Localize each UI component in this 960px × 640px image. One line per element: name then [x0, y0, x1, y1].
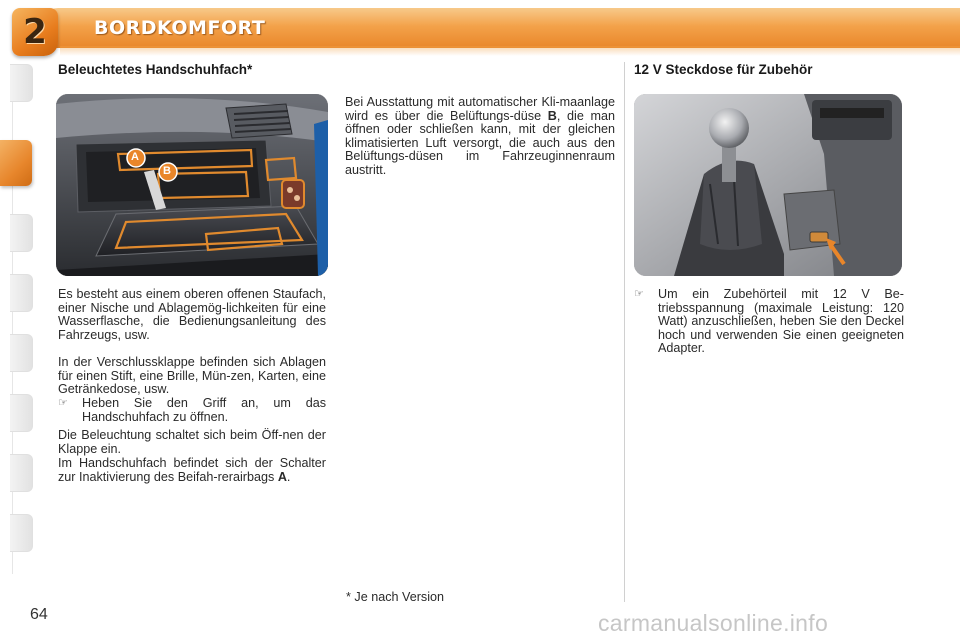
footnote: * Je nach Version: [346, 590, 445, 604]
page-number: 64: [30, 606, 48, 623]
side-tab-6[interactable]: [10, 394, 33, 432]
header-fade: [60, 46, 960, 56]
glovebox-paragraph-3: Die Beleuchtung schaltet sich beim Öff-nen der Klappe ein.: [58, 428, 326, 456]
column-divider: [624, 62, 625, 602]
glovebox-paragraph-4-text: Im Handschuhfach befindet sich der Schalter zur Inaktivierung des Beifah-rerairbags: [58, 456, 326, 484]
side-tab-3[interactable]: [10, 214, 33, 252]
side-tab-nav: [0, 64, 34, 576]
glovebox-photo: [56, 94, 328, 276]
chapter-title: BORDKOMFORT: [94, 17, 266, 39]
side-tab-1[interactable]: [10, 64, 33, 102]
pointing-hand-icon: ☞: [58, 397, 68, 409]
glovebox-instruction: [58, 397, 326, 424]
pointing-hand-icon: ☞: [634, 288, 644, 300]
side-tab-4[interactable]: [10, 274, 33, 312]
glovebox-paragraph-4: [58, 457, 326, 484]
socket-illustration: [634, 94, 902, 276]
glovebox-heading: Beleuchtetes Handschuhfach*: [58, 62, 253, 77]
ventilation-text: Bei Ausstattung mit automatischer Kli-maanlage wird es über die Belüftungs-düse: [345, 95, 615, 123]
glovebox-illustration: [56, 94, 328, 276]
airbag-switch-ref: A: [277, 469, 287, 484]
callout-a: A: [131, 151, 139, 163]
glovebox-paragraph-2: In der Verschlussklappe befinden sich Ablagen für einen Stift, eine Brille, Mün-zen, Karten, eine Getränkedose, usw.: [58, 355, 326, 397]
ventilation-paragraph: [345, 96, 615, 178]
socket-heading: 12 V Steckdose für Zubehör: [634, 62, 813, 77]
socket-instruction: [634, 288, 904, 356]
chapter-number: 2: [23, 12, 47, 52]
vent-ref: B: [547, 108, 557, 123]
ventilation-text-end: , die man öffnen oder schließen kann, mit der gleichen klimatisierten Luft versorgt, die auch aus den Belüftungs-düsen im Fahrzeuginnenraum austritt.: [345, 108, 615, 177]
socket-photo: [634, 94, 902, 276]
chapter-badge: [12, 8, 58, 56]
glovebox-paragraph-4-end: .: [286, 469, 291, 484]
glovebox-paragraph-1: Es besteht aus einem oberen offenen Staufach, einer Nische und Ablagemög-lichkeiten für eine Wasserflasche, die Bedienungsanleitung des Fahrzeugs, usw.: [58, 287, 326, 342]
watermark: carmanualsonline.info: [598, 610, 829, 636]
side-tab-7[interactable]: [10, 454, 33, 492]
side-tab-5[interactable]: [10, 334, 33, 372]
side-tab-8[interactable]: [10, 514, 33, 552]
side-tab-2-active[interactable]: [0, 140, 32, 186]
callout-b: B: [163, 165, 171, 177]
socket-instruction-text: Um ein Zubehörteil mit 12 V Be-triebsspannung (maximale Leistung: 120 Watt) anzuschließen, heben Sie den Deckel hoch und verwenden Sie einen geeigneten Adapter.: [658, 287, 904, 356]
glovebox-instruction-text: Heben Sie den Griff an, um das Handschuhfach zu öffnen.: [82, 396, 326, 424]
